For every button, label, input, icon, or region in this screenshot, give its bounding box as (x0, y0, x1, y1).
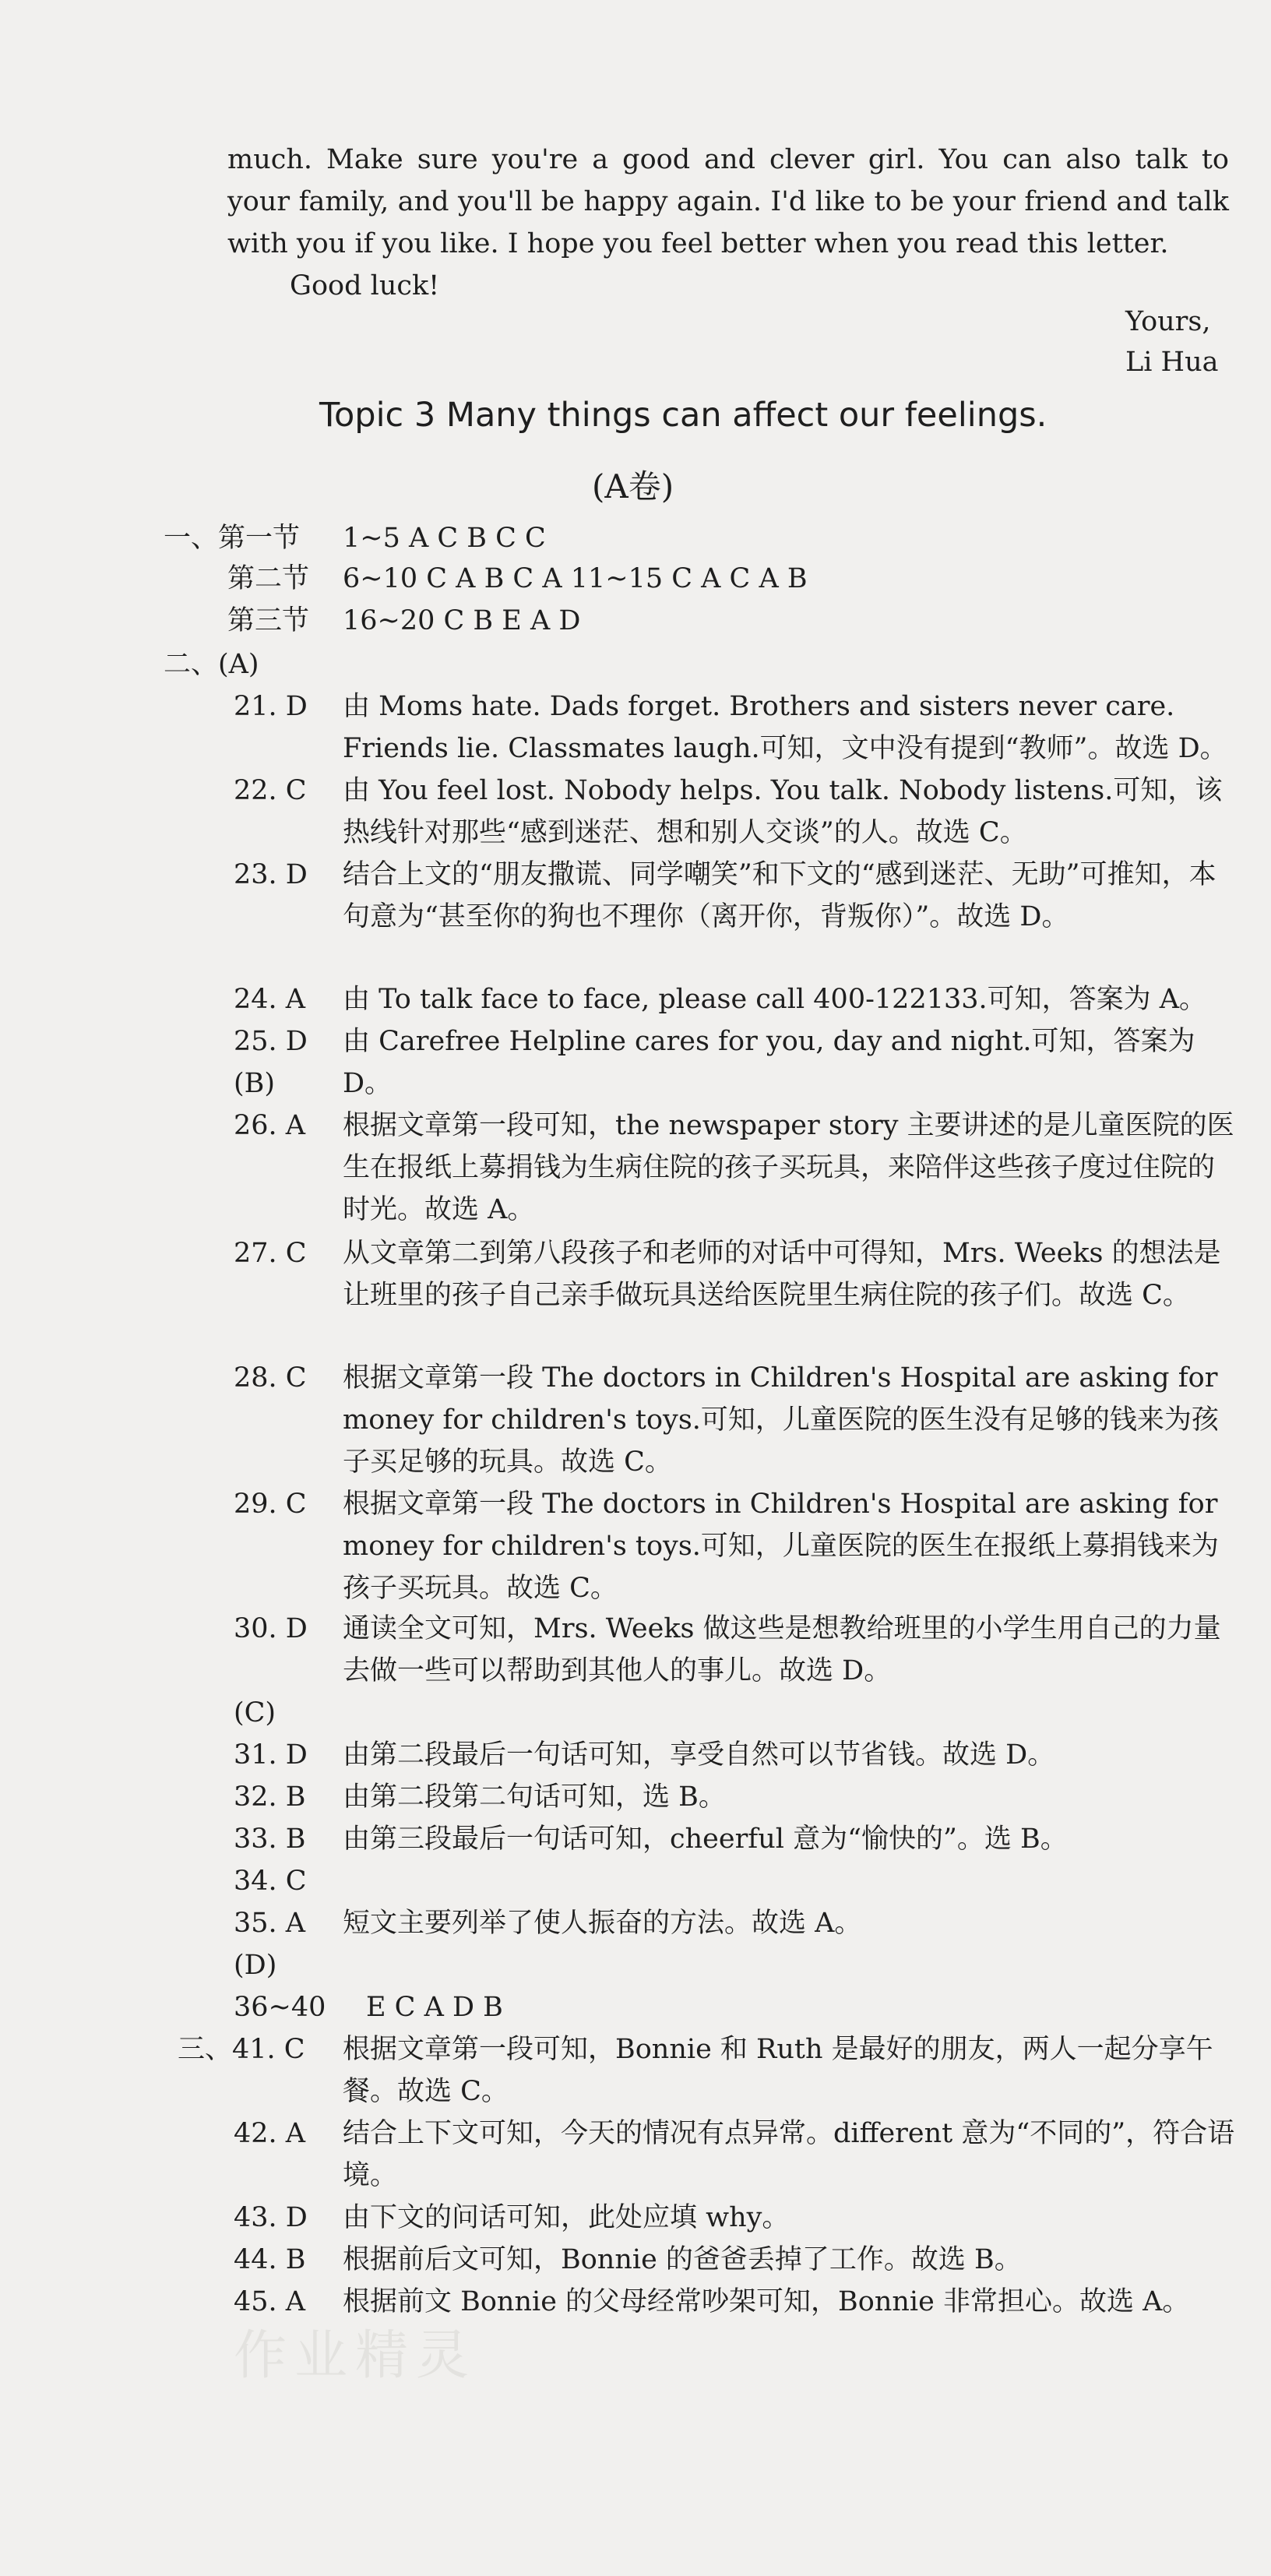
answer-explanation: 结合上文的“朋友撒谎、同学嘲笑”和下文的“感到迷茫、无助”可推知，本句意为“甚至你的狗也不理你（离开你，背叛你）”。故选 D。 (343, 859, 1216, 932)
answer-explanation: 由 You feel lost. Nobody helps. You talk. Nobody listens.可知，该热线针对那些“感到迷茫、想和别人交谈”的人。故选 C。 (343, 775, 1223, 848)
answer-explanation: 由 To talk face to face, please call 400-122133.可知，答案为 A。 (343, 984, 1207, 1015)
answer-explanation: 根据文章第一段 The doctors in Children's Hospital are asking for money for children's toys.可知，儿童医院的医生在报纸上募捐钱来为孩子买玩具。故选 C。 (343, 1489, 1219, 1604)
subsection-label: (B) (234, 1068, 276, 1099)
letter-signature: Li Hua (1125, 347, 1219, 378)
answer-explanation: 由 Carefree Helpline cares for you, day and night.可知，答案为 D。 (343, 1026, 1195, 1099)
part1-row1: 1~5 A C B C C (343, 523, 546, 554)
letter-good-luck: Good luck! (290, 270, 440, 301)
part1-row2-label: 第二节 (227, 563, 310, 594)
answer-explanation: 由第二段最后一句话可知，享受自然可以节省钱。故选 D。 (343, 1739, 1055, 1771)
answer-number: 36~40 (234, 1992, 326, 2023)
answer-explanation: 结合上下文可知，今天的情况有点异常。different 意为“不同的”，符合语境。 (343, 2118, 1235, 2191)
answer-number: 21. D (234, 691, 308, 722)
answer-explanation: 由下文的问话可知，此处应填 why。 (343, 2202, 790, 2233)
answer-number: 45. A (234, 2286, 306, 2317)
answer-explanation: 由第三段最后一句话可知，cheerful 意为“愉快的”。选 B。 (343, 1824, 1068, 1855)
answer-explanation: 从文章第二到第八段孩子和老师的对话中可得知，Mrs. Weeks 的想法是让班里的孩子自己亲手做玩具送给医院里生病住院的孩子们。故选 C。 (343, 1238, 1221, 1311)
answer-explanation: 根据前后文可知，Bonnie 的爸爸丢掉了工作。故选 B。 (343, 2244, 1022, 2275)
answer-explanation: 短文主要列举了使人振奋的方法。故选 A。 (343, 1908, 862, 1939)
answer-number: 34. C (234, 1866, 307, 1897)
answer-number: 32. B (234, 1781, 306, 1813)
answer-number: 42. A (234, 2118, 306, 2149)
answer-explanation: 根据文章第一段 The doctors in Children's Hospital are asking for money for children's toys.可知，儿童医院的医生没有足够的钱来为孩子买足够的玩具。故选 C。 (343, 1362, 1219, 1478)
answer-number: 44. B (234, 2244, 306, 2275)
answer-explanation: 由 Moms hate. Dads forget. Brothers and sisters never care. Friends lie. Classmates laugh.可知，文中没有提到“教师”。故选 D。 (343, 691, 1227, 764)
answer-number: 30. D (234, 1613, 308, 1644)
answer-number: 35. A (234, 1908, 306, 1939)
answer-explanation: 根据文章第一段可知，Bonnie 和 Ruth 是最好的朋友，两人一起分享午餐。故选 C。 (343, 2034, 1213, 2107)
letter-paragraph: much. Make sure you're a good and clever girl. You can also talk to your family, and you'll be happy again. I'd like to be your friend and talk with you if you like. I hope you feel better when you read this letter. (227, 144, 1229, 259)
answer-number: 23. D (234, 859, 308, 890)
answer-explanation: E C A D B (366, 1992, 503, 2023)
answer-explanation: 由第二段第二句话可知，选 B。 (343, 1781, 726, 1813)
part2-label: 二、(A) (164, 649, 259, 680)
answer-number: 25. D (234, 1026, 308, 1057)
answer-number: 29. C (234, 1489, 307, 1520)
watermark: 作业精灵 (234, 2325, 477, 2387)
answer-explanation: 根据前文 Bonnie 的父母经常吵架可知，Bonnie 非常担心。故选 A。 (343, 2286, 1190, 2317)
part1-row3: 16~20 C B E A D (343, 605, 581, 636)
answer-number: 28. C (234, 1362, 307, 1394)
answer-number: 22. C (234, 775, 307, 806)
part1-row3-label: 第三节 (227, 605, 310, 636)
answer-explanation: 根据文章第一段可知，the newspaper story 主要讲述的是儿童医院的医生在报纸上募捐钱为生病住院的孩子买玩具，来陪伴这些孩子度过住院的时光。故选 A。 (343, 1110, 1234, 1225)
part1-label: 一、第一节 (164, 523, 301, 554)
letter-closing: Yours, (1125, 306, 1211, 337)
answer-number: 24. A (234, 984, 306, 1015)
section-title: (A卷) (592, 467, 674, 506)
answer-number: 27. C (234, 1238, 307, 1269)
answer-number: 33. B (234, 1824, 306, 1855)
subsection-label: (D) (234, 1950, 277, 1981)
answer-number: 26. A (234, 1110, 306, 1141)
topic-title: Topic 3 Many things can affect our feelings. (319, 396, 1047, 435)
answer-number: 31. D (234, 1739, 308, 1771)
subsection-label: (C) (234, 1697, 276, 1728)
answer-explanation: 通读全文可知，Mrs. Weeks 做这些是想教给班里的小学生用自己的力量去做一些可以帮助到其他人的事儿。故选 D。 (343, 1613, 1221, 1686)
answer-number: 43. D (234, 2202, 308, 2233)
part1-row2: 6~10 C A B C A 11~15 C A C A B (343, 563, 808, 594)
answer-number: 三、41. C (178, 2034, 305, 2065)
